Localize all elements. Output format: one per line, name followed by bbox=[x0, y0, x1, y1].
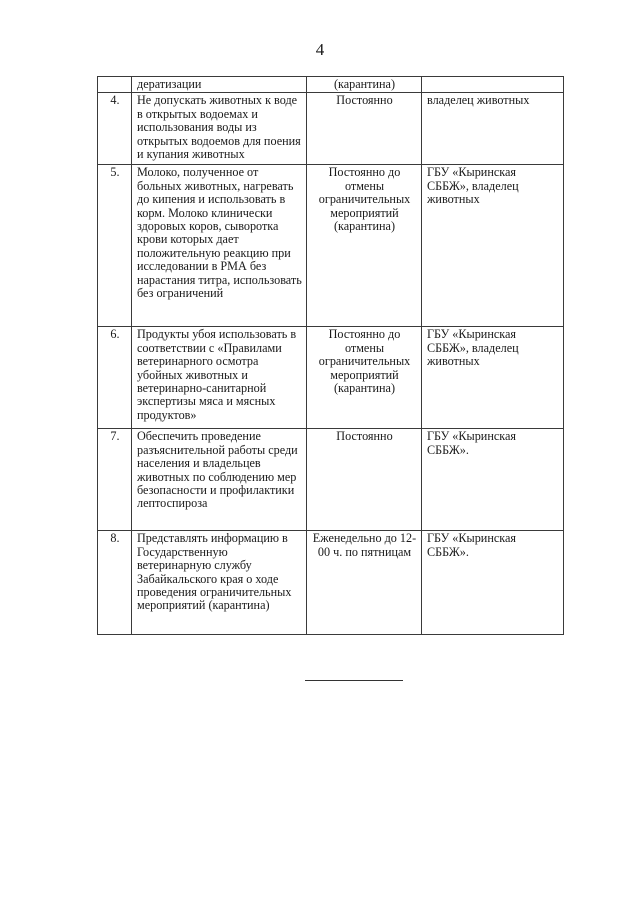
table-row bbox=[98, 165, 564, 327]
responsible-text: ГБУ «Кыринская СББЖ». bbox=[422, 531, 564, 635]
measure-text: Продукты убоя использовать в соответствии с «Правилами ветеринарного осмотра убойных животных и ветеринарно-санитарной экспертизы мяса и мясных продуктов» bbox=[132, 327, 307, 429]
term-text: Постоянно bbox=[307, 429, 422, 531]
table-row bbox=[98, 327, 564, 429]
table-row bbox=[98, 531, 564, 635]
term-text: Еженедельно до 12-00 ч. по пятницам bbox=[307, 531, 422, 635]
responsible-text bbox=[422, 77, 564, 93]
measure-text: Представлять информацию в Государственную ветеринарную службу Забайкальского края о ходе проведения ограничительных мероприятий (карантина) bbox=[132, 531, 307, 635]
row-number: 4. bbox=[98, 93, 132, 165]
row-number: 5. bbox=[98, 165, 132, 327]
term-text: Постоянно до отмены ограничительных мероприятий (карантина) bbox=[307, 327, 422, 429]
measure-text: дератизации bbox=[132, 77, 307, 93]
responsible-text: ГБУ «Кыринская СББЖ». bbox=[422, 429, 564, 531]
table-row bbox=[98, 77, 564, 93]
measure-text: Обеспечить проведение разъяснительной работы среди населения и владельцев животных по соблюдению мер безопасности и профилактики лептоспироза bbox=[132, 429, 307, 531]
page-number: 4 bbox=[315, 40, 325, 59]
row-number: 8. bbox=[98, 531, 132, 635]
responsible-text: ГБУ «Кыринская СББЖ», владелец животных bbox=[422, 327, 564, 429]
responsible-text: владелец животных bbox=[422, 93, 564, 165]
table-row bbox=[98, 93, 564, 165]
term-text: (карантина) bbox=[307, 77, 422, 93]
term-text: Постоянно до отмены ограничительных мероприятий (карантина) bbox=[307, 165, 422, 327]
row-number: 6. bbox=[98, 327, 132, 429]
measures-table bbox=[97, 76, 564, 635]
term-text: Постоянно bbox=[307, 93, 422, 165]
measure-text: Молоко, полученное от больных животных, нагревать до кипения и использовать в корм. Молоко клинически здоровых коров, сыворотка крови которых дает положительную реакцию при исследовании в РМА без нарастания титра, использовать без ограничений bbox=[132, 165, 307, 327]
responsible-text: ГБУ «Кыринская СББЖ», владелец животных bbox=[422, 165, 564, 327]
row-number: 7. bbox=[98, 429, 132, 531]
table-row bbox=[98, 429, 564, 531]
row-number bbox=[98, 77, 132, 93]
end-of-document-rule bbox=[305, 680, 403, 681]
measure-text: Не допускать животных к воде в открытых водоемах и использования воды из открытых водоемов для поения и купания животных bbox=[132, 93, 307, 165]
